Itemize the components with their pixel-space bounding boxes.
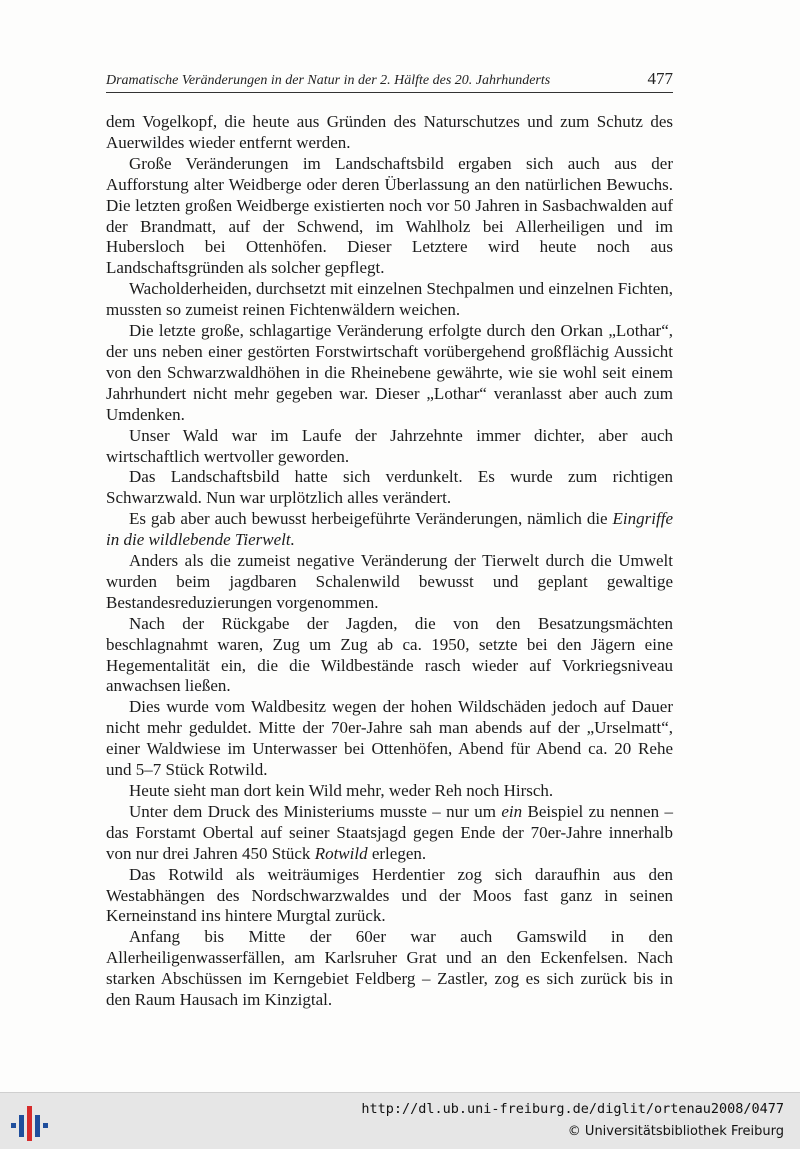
italic-text: Rotwild bbox=[314, 843, 368, 863]
paragraph bbox=[106, 509, 673, 551]
text-run: Wacholderheiden, durchsetzt mit einzelnen Stechpalmen und einzelnen Fichten, mussten so zumeist reinen Fichtenwäldern weichen. bbox=[106, 279, 673, 320]
paragraph bbox=[106, 279, 673, 321]
ub-freiburg-logo-icon bbox=[8, 1101, 48, 1141]
text-run: Beispiel zu nennen – das Forstamt Obertal auf seiner Staatsjagd gegen Ende der 70er-Jahre innerhalb von nur drei Jahren 450 Stück bbox=[106, 801, 673, 863]
paragraph bbox=[106, 697, 673, 781]
text-run: Dies wurde vom Waldbesitz wegen der hohen Wildschäden jedoch auf Dauer nicht mehr geduldet. Mitte der 70er-Jahre sah man abends auf der „Urselmatt“, einer Waldwiese im Unterwasser bei Ottenhöfen, Abend für Abend ca. 20 Rehe und 5–7 Stück Rotwild. bbox=[106, 697, 673, 780]
italic-text: ein bbox=[501, 801, 523, 821]
paragraph bbox=[106, 154, 673, 279]
text-run: Nach der Rückgabe der Jagden, die von den Besatzungsmächten beschlagnahmt waren, Zug um Zug ab ca. 1950, setzte bei den Jägern eine Hegementalität ein, die die Wildbestände rasch wieder auf Vorkriegsniveau anwachsen ließen. bbox=[106, 613, 673, 696]
text-run: dem Vogelkopf, die heute aus Gründen des Naturschutzes und zum Schutz des Auerwildes wieder entfernt werden. bbox=[106, 112, 673, 152]
paragraph bbox=[106, 321, 673, 426]
copyright-notice: © Universitätsbibliothek Freiburg bbox=[567, 1124, 784, 1139]
text-run: erlegen. bbox=[367, 843, 427, 863]
text-run: Unser Wald war im Laufe der Jahrzehnte immer dichter, aber auch wirtschaftlich wertvoller geworden. bbox=[106, 425, 673, 466]
text-run: Das Rotwild als weiträumiges Herdentier zog sich daraufhin aus den Westabhängen des Nordschwarzwaldes und der Moos fast ganz in seinen Kerneinstand ins hintere Murgtal zurück. bbox=[106, 864, 673, 926]
text-run: Die letzte große, schlagartige Veränderung erfolgte durch den Orkan „Lothar“, der uns neben einer gestörten Forstwirtschaft vorübergehend großflächig Aussicht von den Schwarzwaldhöhen in die Rheinebene gewährte, wie sie wohl seit einem Jahrhundert nicht mehr gegeben war. Dieser „Lothar“ veranlasst aber auch zum Umdenken. bbox=[106, 321, 673, 424]
running-head: Dramatische Veränderungen in der Natur in der 2. Hälfte des 20. Jahrhunderts bbox=[106, 73, 551, 88]
text-run: Es gab aber auch bewusst herbeigeführte Veränderungen, nämlich die bbox=[129, 509, 613, 529]
text-run: Heute sieht man dort kein Wild mehr, weder Reh noch Hirsch. bbox=[129, 781, 554, 800]
text-run: Anfang bis Mitte der 60er war auch Gamswild in den Allerheiligenwasserfällen, am Karlsruher Grat und an den Eckenfelsen. Nach starken Abschüssen im Kerngebiet Feldberg – Zastler, zog es sich zurück bis in den Raum Hausach im Kinzigtal. bbox=[106, 927, 673, 1010]
text-run: Unter dem Druck des Ministeriums musste – nur um bbox=[129, 801, 502, 821]
page-number: 477 bbox=[647, 69, 673, 88]
italic-text: Eingriffe in die wildlebende Tierwelt. bbox=[106, 509, 673, 550]
text-run: Große Veränderungen im Landschaftsbild ergaben sich auch aus der Aufforstung alter Weidberge oder deren Überlassung an den natürlichen Bewuchs. Die letzten großen Weidberge existierten noch vor 50 Jahren in Sasbachwalden auf der Brandmatt, auf der Schwend, im Wahlholz bei Allerheiligen und im Hubersloch bei Ottenhöfen. Dieser Letztere wird heute noch aus Landschaftsgründen als solcher gepflegt. bbox=[106, 153, 673, 278]
source-url-link[interactable]: http://dl.ub.uni-freiburg.de/diglit/ortenau2008/0477 bbox=[361, 1101, 784, 1117]
paragraph bbox=[106, 426, 673, 468]
paragraph bbox=[106, 802, 673, 865]
paragraph bbox=[106, 927, 673, 1011]
text-run: Das Landschaftsbild hatte sich verdunkelt. Es wurde zum richtigen Schwarzwald. Nun war urplötzlich alles verändert. bbox=[106, 467, 673, 508]
text-run: Anders als die zumeist negative Veränderung der Tierwelt durch die Umwelt wurden beim jagdbaren Schalenwild bewusst und geplant gewaltige Bestandesreduzierungen vorgenommen. bbox=[106, 551, 673, 612]
body-text bbox=[106, 112, 673, 1011]
footer-bar bbox=[0, 1092, 800, 1149]
page-header bbox=[106, 70, 673, 93]
paragraph bbox=[106, 112, 673, 154]
paragraph bbox=[106, 614, 673, 698]
paragraph bbox=[106, 467, 673, 509]
paragraph bbox=[106, 551, 673, 614]
paragraph bbox=[106, 781, 673, 802]
paragraph bbox=[106, 865, 673, 928]
